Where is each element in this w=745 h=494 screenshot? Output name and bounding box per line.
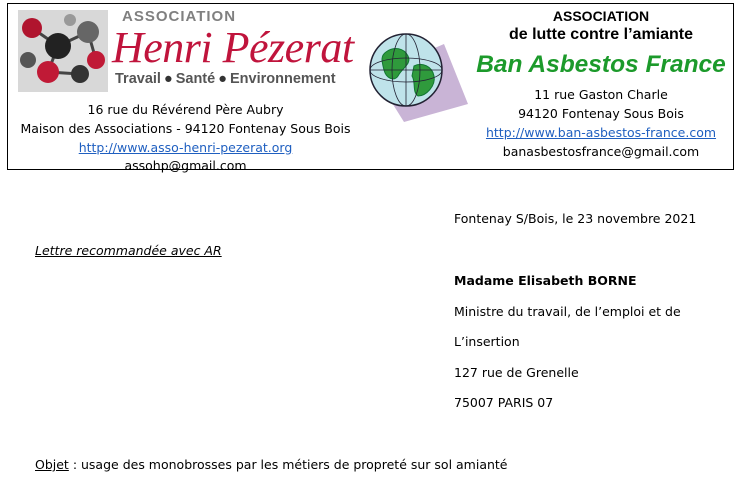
left-address-line2: Maison des Associations - 94120 Fontenay Sous Bois [20, 121, 351, 136]
henri-pezerat-title: Henri Pézerat [112, 23, 354, 72]
recipient-name: Madame Elisabeth BORNE [454, 273, 637, 288]
tagline-environnement: Environnement [229, 71, 336, 87]
right-address-line1: 11 rue Gaston Charle [534, 87, 668, 102]
recipient-address-line1: 127 rue de Grenelle [454, 365, 579, 380]
letterhead [7, 3, 734, 173]
ban-asbestos-title: Ban Asbestos France [476, 51, 726, 78]
subject-text: : usage des monobrosses par les métiers de propreté sur sol amianté [68, 457, 508, 472]
right-association-label: ASSOCIATION [552, 8, 650, 24]
bullet-icon: ● [163, 71, 173, 87]
globe-logo-icon [364, 26, 476, 122]
left-website-row [8, 138, 363, 157]
recipient-title-line2: L’insertion [454, 334, 520, 349]
left-association-label: ASSOCIATION [122, 8, 237, 25]
right-association-subtitle: de lutte contre l’amiante [508, 26, 694, 43]
left-address-line1: 16 rue du Révérend Père Aubry [87, 102, 284, 117]
place-date: Fontenay S/Bois, le 23 novembre 2021 [454, 211, 697, 226]
bullet-icon: ● [218, 71, 227, 87]
tagline-sante: Santé [175, 71, 216, 87]
recipient-title-line1: Ministre du travail, de l’emploi et de [454, 304, 681, 319]
left-email: assohp@gmail.com [124, 158, 247, 173]
right-website-link[interactable]: http://www.ban-asbestos-france.com [485, 125, 717, 140]
henri-pezerat-tagline [115, 71, 336, 87]
left-website-link[interactable]: http://www.asso-henri-pezerat.org [78, 140, 293, 155]
tagline-travail: Travail [115, 71, 161, 87]
delivery-mode: Lettre recommandée avec AR [35, 243, 222, 258]
right-email: banasbestosfrance@gmail.com [502, 144, 700, 159]
subject-label: Objet [35, 457, 69, 472]
molecule-logo-icon [18, 10, 108, 92]
subject-line [35, 457, 508, 472]
right-address-line2: 94120 Fontenay Sous Bois [518, 106, 684, 121]
recipient-address-line2: 75007 PARIS 07 [454, 395, 554, 410]
right-website-row [468, 123, 734, 142]
